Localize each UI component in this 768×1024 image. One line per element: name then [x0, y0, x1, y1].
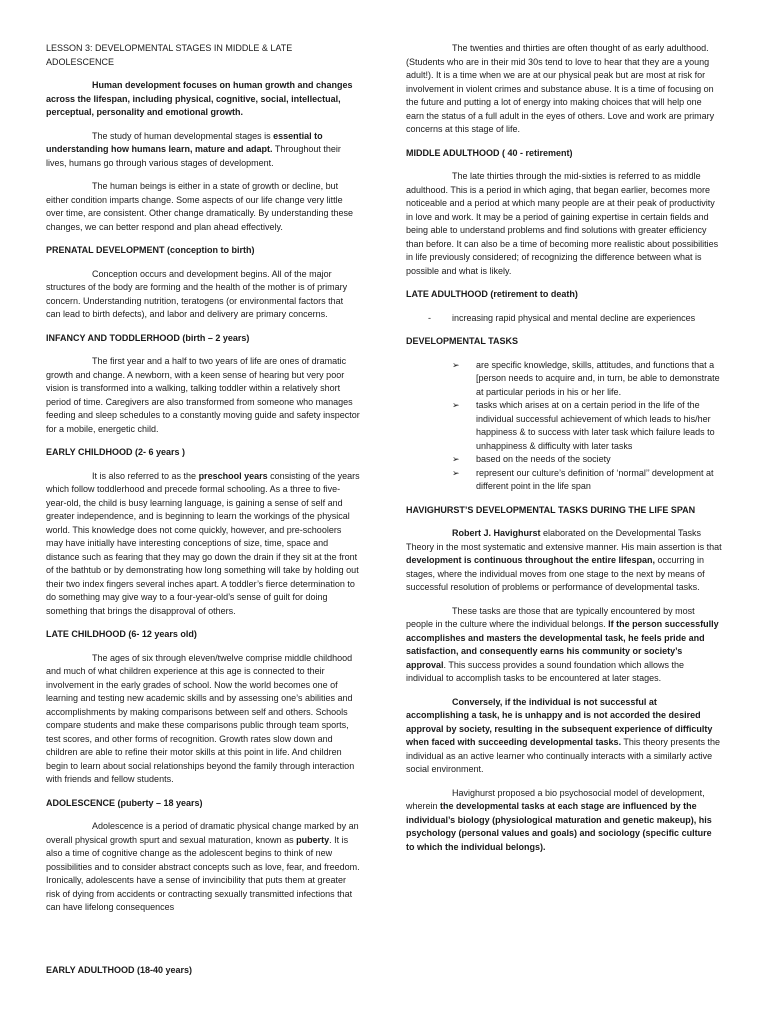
list-item: ➢ tasks which arises at on a certain period in the life of the individual successful achievement of which leads to his/her happiness & to success with later task which failure leads to unhappiness & difficulty with later tasks: [452, 400, 715, 451]
intro-paragraph: Human development focuses on human growth and changes across the lifespan, including physical, cognitive, social, intellectual, perceptual, personality and emotional growth.: [46, 80, 353, 117]
arrow-bullet-icon: ➢: [452, 400, 460, 410]
late-childhood-paragraph: The ages of six through eleven/twelve comprise middle childhood and much of what children experience at this age is connected to their involvement in the early grades of school. Now the world becomes one of learning and testing new academic skills and by assessing one’s abilities and accomplishments by making comparisons between self and others. Schools compare students and make these comparisons public through team sports, test scores, and other forms of recognition. Growth rates slow down and children are able to refine their motor skills at this point in life. And children begin to learn about social relationships beyond the family through interaction with friends and fellow students.: [46, 652, 355, 784]
list-item: - increasing rapid physical and mental decline are experiences: [406, 312, 722, 326]
havighurst-paragraph: Robert J. Havighurst elaborated on the Developmental Tasks Theory in the most systematic and extensive manner. His main assertion is that development is continuous throughout the entire lifespan, occurring in stages, where the individual moves from one stage to the next by means of successful resolution of problems or performance of developmental tasks.: [406, 528, 722, 592]
list-item: ➢ represent our culture’s definition of ‘normal’’ development at different point in the life span: [452, 467, 714, 491]
developmental-tasks-heading: DEVELOPMENTAL TASKS: [406, 336, 519, 346]
infancy-paragraph: The first year and a half to two years of life are ones of dramatic growth and change. A newborn, with a keen sense of hearing but very poor vision is transformed into a walking, talking toddler within a relatively short period of time. Caregivers are also transformed from someone who manages feeding and sleep schedules to a constantly moving guide and safety inspector for a mobile, energetic child.: [46, 356, 360, 434]
list-item: ➢ are specific knowledge, skills, attitudes, and functions that a [person needs to acquire and, in turn, be able to demonstrate at particular periods in his or her life.: [452, 359, 720, 397]
late-adulthood-heading: LATE ADULTHOOD (retirement to death): [406, 289, 578, 299]
tasks-encountered-paragraph: These tasks are those that are typically encountered by most people in the culture where the individual belongs. If the person successfully accomplishes and masters the developmental task, he feels pride and satisfaction, and consequently earns his community or society’s approval. This success provides a sound foundation which allows the individual to accomplish tasks to be encountered at later stages.: [406, 605, 719, 683]
lesson-title: LESSON 3: DEVELOPMENTAL STAGES IN MIDDLE & LATE ADOLESCENCE: [46, 43, 293, 67]
early-adulthood-heading: EARLY ADULTHOOD (18-40 years): [46, 965, 193, 975]
growth-paragraph: The human beings is either in a state of growth or decline, but either condition imparts change. Some aspects of our life change very little over time, are consistent. Other change dramatically. By understanding these changes, we can better respond and plan ahead effectively.: [46, 181, 353, 232]
left-column: [46, 42, 360, 925]
prenatal-heading: PRENATAL DEVELOPMENT (conception to birth): [46, 245, 255, 255]
middle-adulthood-heading: MIDDLE ADULTHOOD ( 40 - retirement): [406, 147, 573, 158]
early-childhood-paragraph: It is also referred to as the preschool years consisting of the years which follow toddlerhood and precede formal schooling. As a three to five-year-old, the child is busy learning language, is gaining a sense of self and greater independence, and is beginning to learn the workings of the physical world. This knowledge does not come quickly, however, and pre-schoolers may have initially have interesting conceptions of size, time, space and distance such as fearing that they may go down the drain if they sit at the front of the bathtub or by demonstrating how long something will take by holding out their two index fingers several inches apart. A toddler’s fierce determination to do something may give way to a four-year-old’s sense of guilt for doing something that brings the disapproval of others.: [46, 470, 360, 616]
infancy-heading: INFANCY AND TODDLERHOOD (birth – 2 years): [46, 332, 250, 343]
list-item: ➢ based on the needs of the society: [406, 453, 722, 467]
early-adulthood-paragraph: The twenties and thirties are often thought of as early adulthood. (Students who are in their mid 30s tend to love to hear that they are a young adult!). It is a time when we are at our physical peak but are most at risk for involvement in violent crimes and substance abuse. It is a time of focusing on the future and putting a lot of energy into making choices that will help one earn the status of a full adult in the eyes of others. Love and work are primary concerns at this stage of life.: [406, 43, 715, 134]
biopsychosocial-paragraph: Havighurst proposed a bio psychosocial model of development, wherein the developmental tasks at each stage are influenced by the individual’s biology (physiological maturation and genetic makeup), his psychology (personal values and goals) and sociology (specific culture to which the individual belongs).: [406, 787, 712, 852]
havighurst-heading: HAVIGHURST’S DEVELOPMENTAL TASKS DURING THE LIFE SPAN: [406, 504, 696, 515]
late-adulthood-list: [406, 312, 722, 326]
adolescence-heading: ADOLESCENCE (puberty – 18 years): [46, 797, 203, 808]
middle-adulthood-paragraph: The late thirties through the mid-sixties is referred to as middle adulthood. This is a period in which aging, that began earlier, becomes more noticeable and a period at which many people are at their peak of productivity in love and work. It may be a period of gaining expertise in certain fields and being able to understand problems and find solutions with greater efficiency than before. It can also be a time of becoming more realistic about possibilities in life previously considered; of recognizing the difference between what is possible and what is likely.: [406, 171, 719, 276]
late-childhood-heading: LATE CHILDHOOD (6- 12 years old): [46, 629, 197, 639]
study-paragraph: The study of human developmental stages is essential to understanding how humans learn, mature and adapt. Throughout their lives, humans go through various stages of development.: [46, 130, 341, 168]
early-childhood-heading: EARLY CHILDHOOD (2- 6 years ): [46, 447, 186, 457]
prenatal-paragraph: Conception occurs and development begins. All of the major structures of the body are forming and the health of the mother is of primary concern. Understanding nutrition, teratogens (or environmental factors that can lead to birth defects), and labor and delivery are primary concerns.: [46, 268, 348, 319]
developmental-tasks-list: [406, 359, 722, 494]
right-column: [406, 42, 722, 864]
arrow-bullet-icon: ➢: [452, 454, 460, 464]
conversely-paragraph: Conversely, if the individual is not successful at accomplishing a task, he is unhappy and is not accorded the desired approval by society, resulting in the subsequent experience of difficulty when faced with succeeding developmental tasks. This theory presents the individual as an active learner who continually interacts with a similarly active social environment.: [406, 696, 720, 774]
dash-bullet: -: [428, 312, 431, 323]
arrow-bullet-icon: ➢: [452, 467, 460, 478]
arrow-bullet-icon: ➢: [452, 359, 460, 370]
adolescence-paragraph: Adolescence is a period of dramatic physical change marked by an overall physical growth spurt and sexual maturation, known as puberty. It is also a time of cognitive change as the adolescent begins to think of new possibilities and to consider abstract concepts such as love, fear, and freedom. Ironically, adolescents have a sense of invincibility that puts them at greater risk of dying from accidents or contracting sexually transmitted infections that can have lifelong consequences: [46, 821, 360, 912]
